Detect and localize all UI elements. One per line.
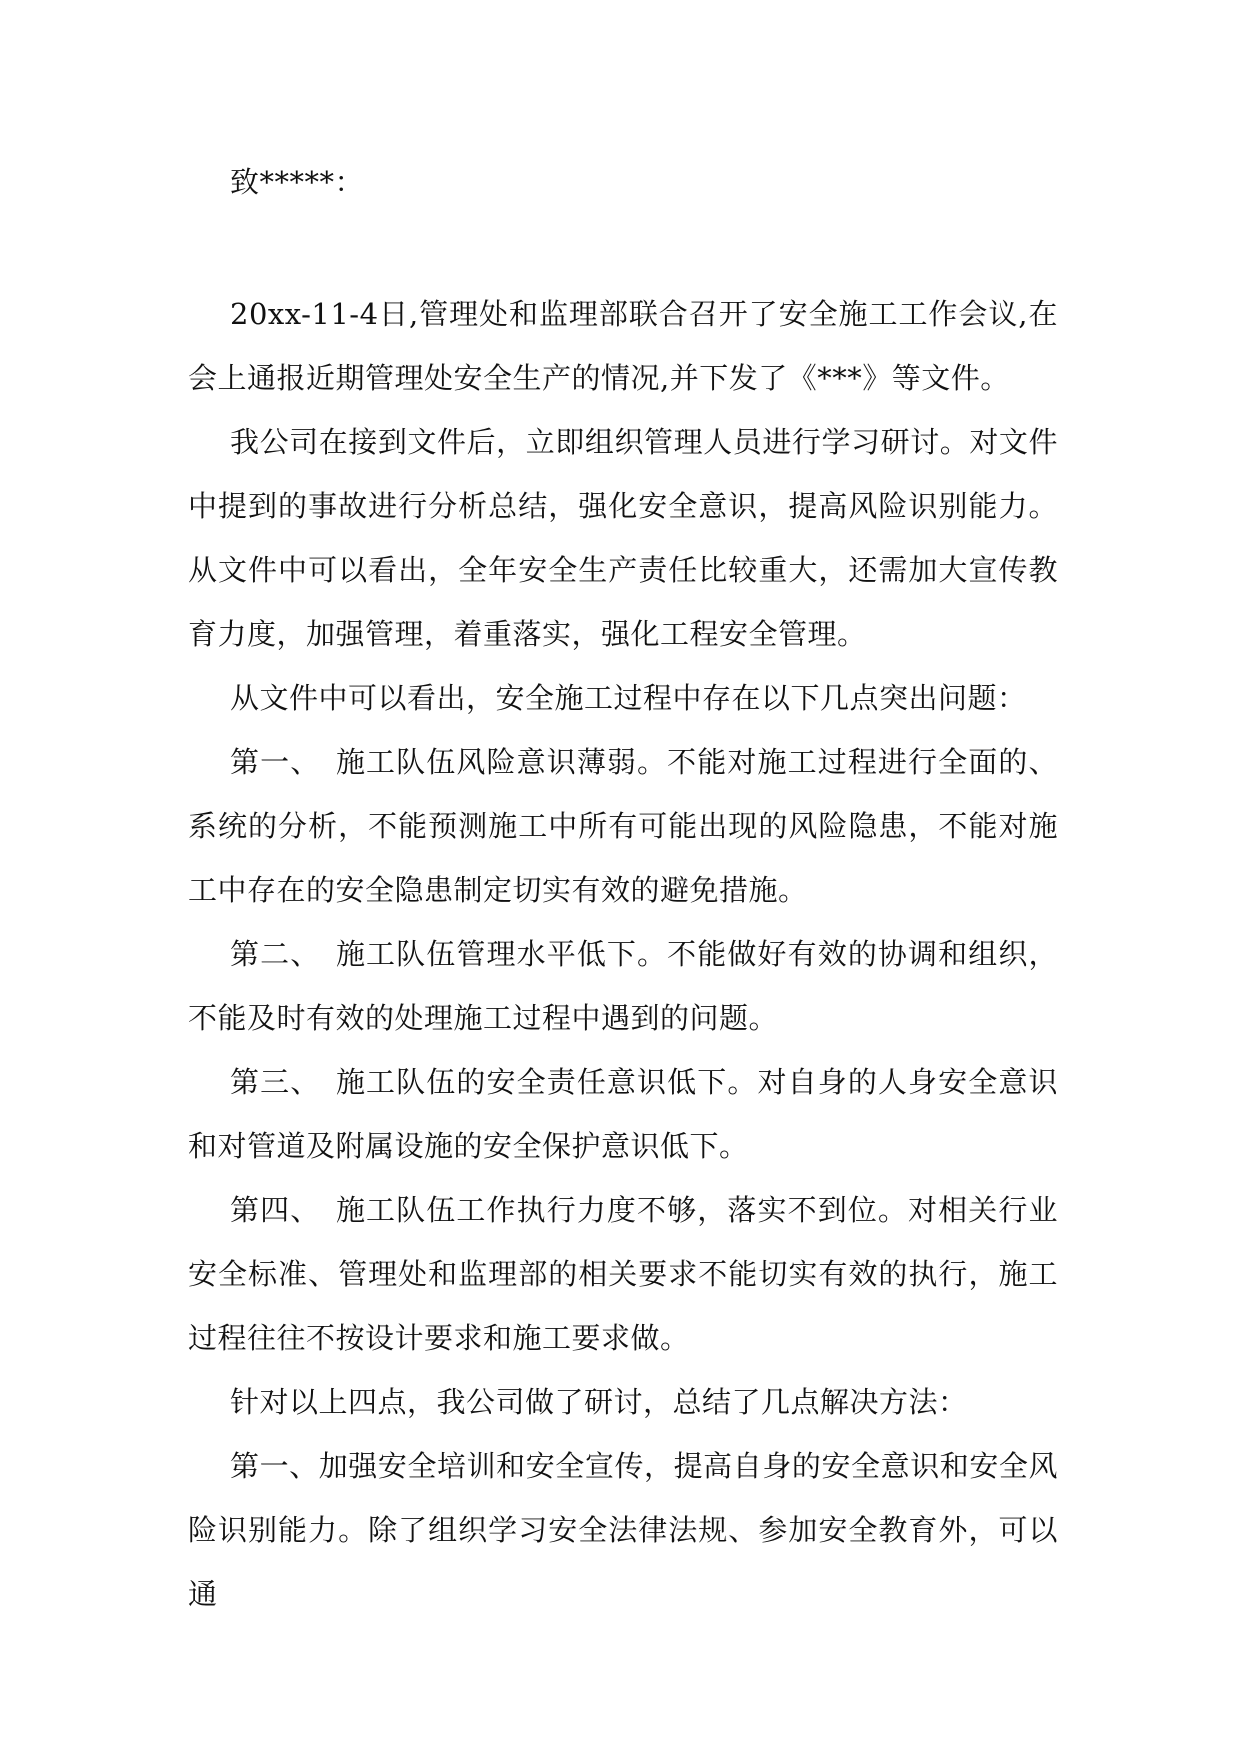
salutation: 致*****： (230, 165, 365, 199)
paragraph-problem-3: 第三、 施工队伍的安全责任意识低下。对自身的人身安全意识和对管道及附属设施的安全保护意识低下。 (188, 1065, 1058, 1163)
paragraph-problem-1: 第一、 施工队伍风险意识薄弱。不能对施工过程进行全面的、系统的分析，不能预测施工中所有可能出现的风险隐患，不能对施工中存在的安全隐患制定切实有效的避免措施。 (188, 745, 1058, 907)
paragraph-meeting-notice: 20xx-11-4日,管理处和监理部联合召开了安全施工工作会议,在会上通报近期管理处安全生产的情况,并下发了《***》等文件。 (188, 297, 1058, 395)
paragraph-solutions-intro: 针对以上四点，我公司做了研讨，总结了几点解决方法： (230, 1385, 968, 1419)
paragraph-problem-2: 第二、 施工队伍管理水平低下。不能做好有效的协调和组织，不能及时有效的处理施工过程中遇到的问题。 (188, 937, 1058, 1035)
document-body (188, 282, 1058, 1626)
paragraph-problem-4: 第四、 施工队伍工作执行力度不够，落实不到位。对相关行业安全标准、管理处和监理部的相关要求不能切实有效的执行，施工过程往往不按设计要求和施工要求做。 (188, 1193, 1058, 1355)
paragraph-solution-1: 第一、加强安全培训和安全宣传，提高自身的安全意识和安全风险识别能力。除了组织学习安全法律法规、参加安全教育外，可以通 (188, 1449, 1058, 1611)
paragraph-problems-intro: 从文件中可以看出，安全施工过程中存在以下几点突出问题： (230, 681, 1027, 715)
paragraph-company-study: 我公司在接到文件后，立即组织管理人员进行学习研讨。对文件中提到的事故进行分析总结，强化安全意识，提高风险识别能力。从文件中可以看出，全年安全生产责任比较重大，还需加大宣传教育力度，加强管理，着重落实，强化工程安全管理。 (188, 425, 1058, 651)
